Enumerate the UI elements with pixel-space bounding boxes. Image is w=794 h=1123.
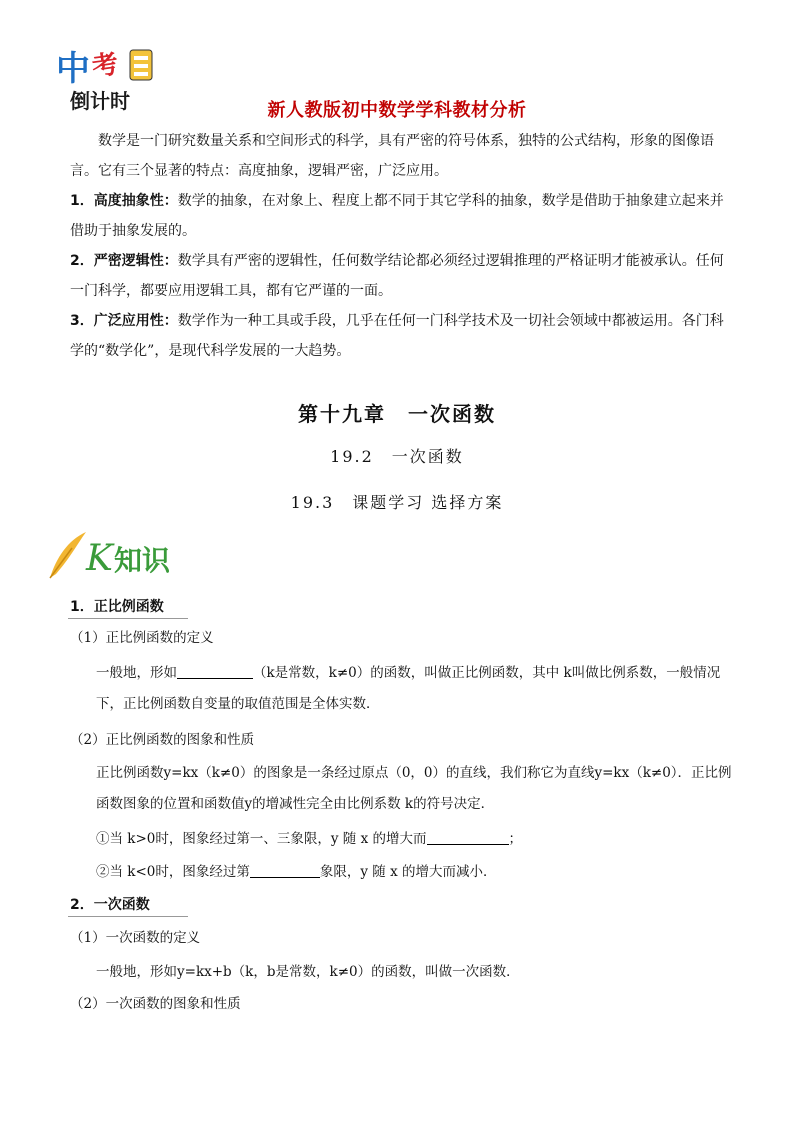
- s1-case-1-b: ；: [508, 831, 522, 847]
- blank-2: [427, 830, 509, 845]
- blank-3: [250, 863, 320, 878]
- section-title-1: 19.2 一次函数: [330, 447, 464, 466]
- s1-def-c: 下，正比例函数自变量的取值范围是全体实数．: [96, 696, 380, 712]
- feature-3-label: 3．广泛应用性：: [70, 313, 178, 329]
- feature-3: [70, 306, 730, 366]
- s2-sub1: （1）一次函数的定义: [70, 930, 201, 946]
- s1-sub1: （1）正比例函数的定义: [70, 630, 214, 646]
- s1-case-2-b: 象限，y 随 x 的增大而减小．: [319, 864, 497, 880]
- s2-sub2: （2）一次函数的图象和性质: [70, 996, 241, 1012]
- feature-1: [70, 186, 730, 246]
- s1-definition: [96, 659, 720, 687]
- chapter-title: 第十九章 一次函数: [298, 402, 496, 426]
- document-title: 新人教版初中数学学科教材分析: [267, 100, 527, 121]
- section-2-underline: [68, 916, 188, 917]
- feature-2-text: 数学具有严密的逻辑性，任何数学结论都必须经过逻辑推理的严格证明才能被承认。任何一门科学，都要应用逻辑工具，都有它严谨的一面。: [70, 253, 724, 299]
- intro-paragraph: 数学是一门研究数量关系和空间形式的科学，具有严密的符号体系，独特的公式结构，形象的图像语言。它有三个显著的特点：高度抽象，逻辑严密，广泛应用。: [70, 133, 714, 179]
- section-title-2: 19.3 课题学习 选择方案: [290, 493, 504, 512]
- s1-sub2: （2）正比例函数的图象和性质: [70, 732, 255, 748]
- s1-def-b: （k是常数，k≠0）的函数，叫做正比例函数，其中 k叫做比例系数，一般情况: [253, 665, 721, 681]
- section-1-heading: 1．正比例函数: [70, 599, 164, 615]
- s1-def-a: 一般地，形如: [96, 665, 177, 681]
- feature-1-label: 1．高度抽象性：: [70, 193, 178, 209]
- s2-definition: 一般地，形如y=kx+b（k，b是常数，k≠0）的函数，叫做一次函数．: [96, 964, 520, 980]
- s1-case-2: [96, 858, 497, 886]
- section-2-heading: 2．一次函数: [70, 897, 150, 913]
- s1-case-1: [96, 825, 522, 853]
- feature-2-label: 2．严密逻辑性：: [70, 253, 178, 269]
- feature-2: [70, 246, 730, 306]
- logo-line-2: 倒计时: [70, 89, 130, 113]
- knowledge-logo-text: 知识: [114, 544, 171, 577]
- blank-1: [177, 664, 253, 679]
- s1-property-2: 函数图象的位置和函数值y的增减性完全由比例系数 k的符号决定．: [96, 796, 495, 812]
- feather-icon: [42, 528, 192, 582]
- knowledge-logo-k: K: [86, 538, 113, 579]
- s1-case-2-a: ②当 k<0时，图象经过第: [96, 864, 250, 880]
- s1-property-1: 正比例函数y=kx（k≠0）的图象是一条经过原点（0，0）的直线，我们称它为直线y=kx（k≠0）．正比例: [96, 765, 732, 781]
- logo-char-2: 考: [90, 49, 121, 83]
- section-1-underline: [68, 618, 188, 619]
- feature-3-text: 数学作为一种工具或手段，几乎在任何一门科学技术及一切社会领域中都被运用。各门科学的“数学化”，是现代科学发展的一大趋势。: [70, 313, 724, 359]
- feature-1-text: 数学的抽象，在对象上、程度上都不同于其它学科的抽象，数学是借助于抽象建立起来并借助于抽象发展的。: [70, 193, 724, 239]
- knowledge-logo: [42, 528, 192, 582]
- logo-char-1: 中: [56, 49, 90, 89]
- s1-case-1-a: ①当 k>0时，图象经过第一、三象限，y 随 x 的增大而: [96, 831, 427, 847]
